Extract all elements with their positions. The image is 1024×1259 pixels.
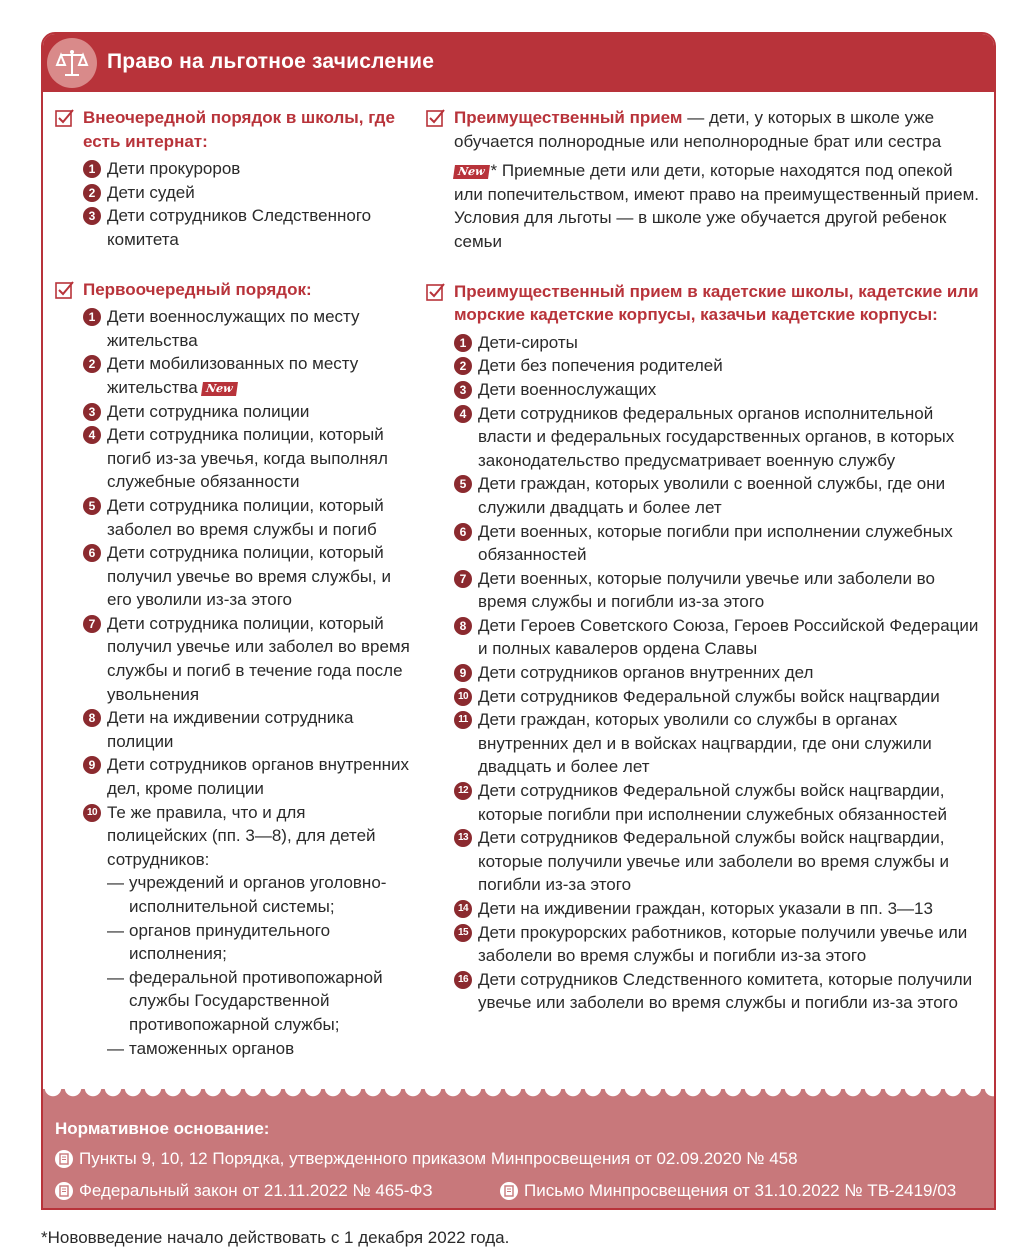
number-badge: 2 [83, 184, 101, 202]
sub-list-item: — таможенных органов [107, 1037, 410, 1061]
list-item: 2 Дети без попечения родителей [454, 354, 986, 378]
number-badge: 15 [454, 924, 472, 942]
priority-list [83, 157, 410, 251]
number-badge: 3 [83, 207, 101, 225]
new-badge: New [201, 382, 237, 396]
checkbox-icon [426, 108, 446, 128]
sub-list-item: — федеральной противопожарной службы Государственной противопожарной службы; [107, 966, 410, 1037]
footnote: *Нововведение начало действовать с 1 декабря 2022 года. [41, 1228, 510, 1247]
list-item: 3 Дети сотрудника полиции [83, 400, 410, 424]
section-text: — дети, у которых в школе уже обучается полнородные или неполнородные брат или сестра [454, 108, 942, 151]
list-item: 10 Дети сотрудников Федеральной службы войск нацгвардии [454, 685, 986, 709]
list-item: 1 Дети военнослужащих по месту жительства [83, 305, 410, 352]
number-badge: 10 [454, 688, 472, 706]
number-badge: 10 [83, 804, 101, 822]
list-item: 5 Дети сотрудника полиции, который заболел во время службы и погиб [83, 494, 410, 541]
number-badge: 6 [454, 523, 472, 541]
number-badge: 2 [454, 357, 472, 375]
list-item: 4 Дети сотрудников федеральных органов исполнительной власти и федеральных государственных органов, в которых законодательство предусматривает военную службу [454, 402, 986, 473]
scales-icon [47, 38, 97, 88]
list-item: 3 Дети сотрудников Следственного комитета [83, 204, 410, 251]
basis-line: Пункты 9, 10, 12 Порядка, утвержденного приказом Минпросвещения от 02.09.2020 № 458 [55, 1149, 798, 1169]
number-badge: 9 [83, 756, 101, 774]
number-badge: 1 [83, 308, 101, 326]
section-title: Преимущественный прием [454, 108, 683, 127]
basis-line: Письмо Минпросвещения от 31.10.2022 № ТВ-2419/03 [500, 1181, 956, 1201]
document-icon [55, 1182, 73, 1200]
section-title: Внеочередной порядок в школы, где есть интернат: [83, 108, 395, 151]
list-item: 14 Дети на иждивении граждан, которых указали в пп. 3—13 [454, 897, 986, 921]
sub-list-item: — учреждений и органов уголовно-исполнительной системы; [107, 871, 410, 918]
list-item: 7 Дети военных, которые получили увечье или заболели во время службы и погибли из-за этого [454, 567, 986, 614]
section-title: Преимущественный прием в кадетские школы, кадетские или морские кадетские корпусы, казачьи кадетские корпусы: [454, 281, 979, 325]
checkbox-icon [55, 280, 75, 300]
new-badge: New [453, 165, 489, 179]
list-item: 6 Дети сотрудника полиции, который получил увечье во время службы, и его уволили из-за этого [83, 541, 410, 612]
number-badge: 5 [83, 497, 101, 515]
checkbox-icon [55, 108, 75, 128]
legal-basis-panel [43, 1089, 994, 1208]
number-badge: 9 [454, 664, 472, 682]
list-item: 8 Дети Героев Советского Союза, Героев Российской Федерации и полных кавалеров ордена Славы [454, 614, 986, 661]
list-item: 9 Дети сотрудников органов внутренних дел [454, 661, 986, 685]
number-badge: 5 [454, 475, 472, 493]
number-badge: 12 [454, 782, 472, 800]
list-item: 6 Дети военных, которые погибли при исполнении служебных обязанностей [454, 520, 986, 567]
section-extraordinary [55, 106, 410, 252]
number-badge: 8 [83, 709, 101, 727]
list-item: 2 Дети судей [83, 181, 410, 205]
list-item: 1 Дети-сироты [454, 331, 986, 355]
number-badge: 1 [454, 334, 472, 352]
cadet-list [454, 331, 986, 1015]
list-item: 11 Дети граждан, которых уволили со службы в органах внутренних дел и в войсках нацгвардии, где они служили двадцать и более лет [454, 708, 986, 779]
card-title: Право на льготное зачисление [107, 50, 435, 73]
left-column [55, 106, 410, 1060]
list-item: 10 Те же правила, что и для полицейских (пп. 3—8), для детей сотрудников: — учреждений и органов уголовно-исполнительной системы; — органов принудительного исполнения; — федеральной противопожарной службы Государственной противопожарной службы; — таможенных органов [83, 801, 410, 1061]
list-item: 15 Дети прокурорских работников, которые получили увечье или заболели во время службы и погибли из-за этого [454, 921, 986, 968]
number-badge: 3 [83, 403, 101, 421]
number-badge: 1 [83, 160, 101, 178]
list-item: 13 Дети сотрудников Федеральной службы войск нацгвардии, которые получили увечье или заболели во время службы и погибли из-за этого [454, 826, 986, 897]
number-badge: 7 [83, 615, 101, 633]
section-paragraph [454, 106, 986, 153]
note-text: * Приемные дети или дети, которые находятся под опекой или попечительством, имеют право на преимущественный прием. Условия для льготы — в школе уже обучается другой ребенок семьи [454, 161, 979, 251]
document-icon [55, 1150, 73, 1168]
number-badge: 4 [83, 426, 101, 444]
number-badge: 13 [454, 829, 472, 847]
number-badge: 4 [454, 405, 472, 423]
list-item: 1 Дети прокуроров [83, 157, 410, 181]
number-badge: 3 [454, 381, 472, 399]
list-item: 5 Дети граждан, которых уволили с военной службы, где они служили двадцать и более лет [454, 472, 986, 519]
number-badge: 16 [454, 971, 472, 989]
list-item: 2 Дети мобилизованных по месту жительства New [83, 352, 410, 399]
section-cadet [426, 280, 986, 1015]
checkbox-icon [426, 282, 446, 302]
section-preferential [426, 106, 986, 254]
section-first-priority [55, 278, 410, 1061]
benefits-card [41, 32, 996, 1210]
sub-list-item: — органов принудительного исполнения; [107, 919, 410, 966]
number-badge: 8 [454, 617, 472, 635]
number-badge: 11 [454, 711, 472, 729]
list-item: 9 Дети сотрудников органов внутренних дел, кроме полиции [83, 753, 410, 800]
priority-list [83, 305, 410, 1060]
right-column [426, 106, 986, 1015]
list-item: 4 Дети сотрудника полиции, который погиб из-за увечья, когда выполнял служебные обязанности [83, 423, 410, 494]
basis-line: Федеральный закон от 21.11.2022 № 465-ФЗ [55, 1181, 433, 1201]
new-note [454, 159, 986, 253]
list-item: 16 Дети сотрудников Следственного комитета, которые получили увечье или заболели во время службы и погибли из-за этого [454, 968, 986, 1015]
list-item: 7 Дети сотрудника полиции, который получил увечье или заболел во время службы и погиб в течение года после увольнения [83, 612, 410, 706]
sub-list [107, 871, 410, 1060]
number-badge: 6 [83, 544, 101, 562]
basis-title: Нормативное основание: [55, 1119, 270, 1138]
card-header [43, 34, 994, 92]
number-badge: 14 [454, 900, 472, 918]
section-title: Первоочередный порядок: [83, 279, 312, 299]
scalloped-edge [43, 1088, 994, 1104]
document-icon [500, 1182, 518, 1200]
list-item: 8 Дети на иждивении сотрудника полиции [83, 706, 410, 753]
number-badge: 2 [83, 355, 101, 373]
number-badge: 7 [454, 570, 472, 588]
list-item: 12 Дети сотрудников Федеральной службы войск нацгвардии, которые погибли при исполнении служебных обязанностей [454, 779, 986, 826]
list-item: 3 Дети военнослужащих [454, 378, 986, 402]
